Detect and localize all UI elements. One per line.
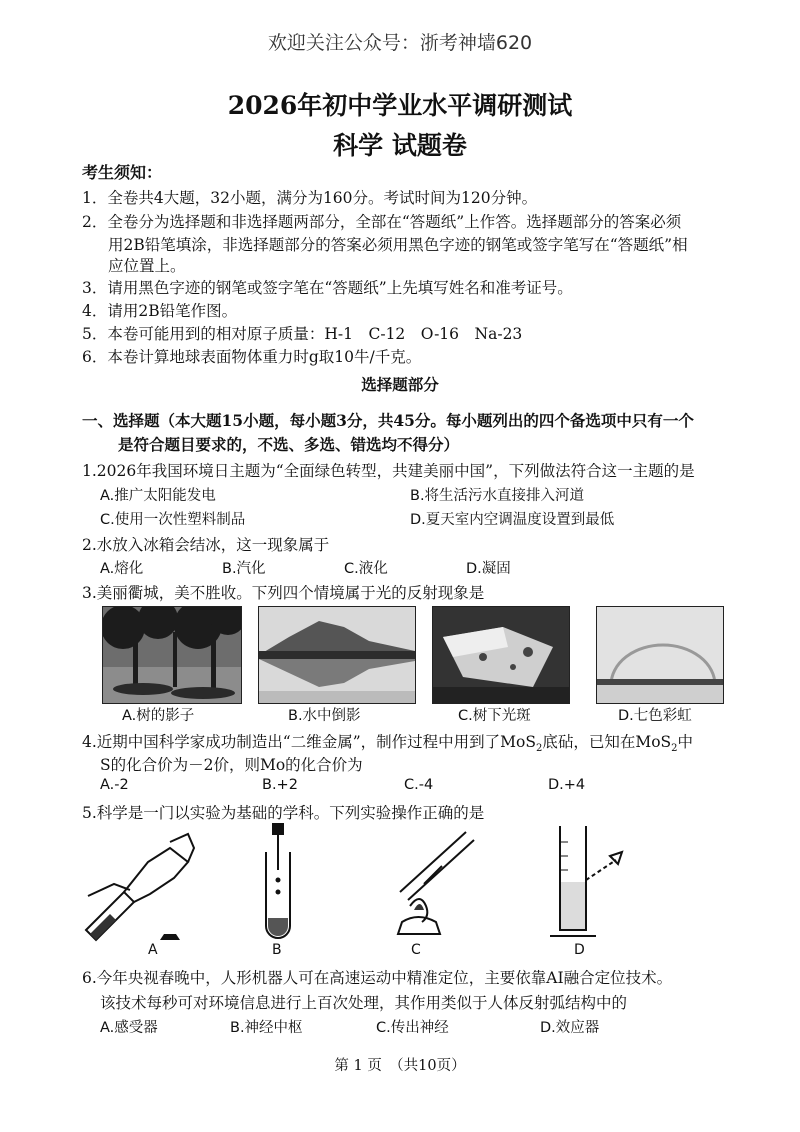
question-1-stem: 1.2026年我国环境日主题为“全面绿色转型，共建美丽中国”，下列做法符合这一主题的是	[82, 462, 695, 480]
notice-item-5: 5．本卷可能用到的相对原子质量：H-1 C-12 O-16 Na-23	[82, 325, 523, 343]
watermark-text: 欢迎关注公众号：浙考神墙620	[267, 32, 533, 54]
page-footer: 第 1 页 （共10页）	[334, 1058, 466, 1074]
q3-option-c: C.树下光斑	[458, 708, 531, 724]
q1-option-c: C.使用一次性塑料制品	[100, 512, 246, 528]
q4-option-b: B.+2	[262, 777, 298, 793]
notice-item-2: 2．全卷分为选择题和非选择题两部分，全部在“答题纸”上作答。选择题部分的答案必须	[82, 213, 682, 231]
notice-item-2-cont: 用2B铅笔填涂，非选择题部分的答案必须用黑色字迹的钢笔或签字笔写在“答题纸”相	[108, 236, 688, 254]
question-4-stem: 4.近期中国科学家成功制造出“二维金属”，制作过程中用到了MoS$_2$底砧，已知在MoS$_2$中	[82, 733, 694, 755]
notice-heading: 考生须知：	[82, 163, 163, 182]
q1-option-a: A.推广太阳能发电	[100, 488, 216, 504]
question-3-stem: 3.美丽衢城，美不胜收。下列四个情境属于光的反射现象是	[82, 584, 485, 602]
notice-item-3: 3．请用黑色字迹的钢笔或签字笔在“答题纸”上先填写姓名和准考证号。	[82, 279, 573, 297]
notice-item-6: 6．本卷计算地球表面物体重力时g取10牛/千克。	[82, 348, 422, 366]
part-heading-cont: 是符合题目要求的，不选、多选、错选均不得分）	[118, 435, 460, 454]
q6-option-d: D.效应器	[540, 1020, 600, 1036]
heating-test-tube-diagram	[380, 822, 480, 942]
q1-option-d: D.夏天室内空调温度设置到最低	[410, 512, 615, 528]
q4-option-c: C.-4	[404, 777, 434, 793]
q5-option-b: B	[272, 942, 282, 958]
light-spots-photo	[432, 606, 570, 704]
notice-item-4: 4．请用2B铅笔作图。	[82, 302, 238, 320]
q2-option-b: B.汽化	[222, 561, 266, 577]
q2-option-a: A.熔化	[100, 561, 144, 577]
exam-title: 2026年初中学业水平调研测试	[227, 91, 573, 120]
pouring-liquid-diagram	[78, 822, 198, 942]
q5-option-d: D	[574, 942, 585, 958]
q3-option-a: A.树的影子	[122, 708, 195, 724]
q3-option-b: B.水中倒影	[288, 708, 361, 724]
q6-option-a: A.感受器	[100, 1020, 158, 1036]
question-6-stem-cont: 该技术每秒可对环境信息进行上百次处理，其作用类似于人体反射弧结构中的	[100, 994, 628, 1012]
graduated-cylinder-diagram	[540, 822, 630, 942]
q4-option-a: A.-2	[100, 777, 129, 793]
q6-option-b: B.神经中枢	[230, 1020, 303, 1036]
q5-option-c: C	[411, 942, 421, 958]
q2-option-c: C.液化	[344, 561, 388, 577]
notice-item-2-cont: 应位置上。	[108, 257, 186, 275]
exam-subtitle: 科学 试题卷	[333, 131, 467, 160]
water-reflection-photo	[258, 606, 416, 704]
q6-option-c: C.传出神经	[376, 1020, 449, 1036]
notice-item-1: 1．全卷共4大题，32小题，满分为160分。考试时间为120分钟。	[82, 189, 538, 207]
rainbow-photo	[596, 606, 724, 704]
tree-shadow-photo	[102, 606, 242, 704]
section-title: 选择题部分	[361, 375, 439, 394]
q5-option-a: A	[148, 942, 158, 958]
q1-option-b: B.将生活污水直接排入河道	[410, 488, 585, 504]
q2-option-d: D.凝固	[466, 561, 511, 577]
q4-option-d: D.+4	[548, 777, 586, 793]
question-6-stem: 6.今年央视春晚中，人形机器人可在高速运动中精准定位，主要依靠AI融合定位技术。	[82, 969, 673, 987]
dropper-test-tube-diagram	[258, 822, 298, 942]
part-heading: 一、选择题（本大题15小题，每小题3分，共45分。每小题列出的四个备选项中只有一个	[82, 411, 694, 430]
question-4-stem-cont: S的化合价为－2价，则Mo的化合价为	[100, 756, 363, 774]
question-2-stem: 2.水放入冰箱会结冰，这一现象属于	[82, 536, 330, 554]
question-5-stem: 5.科学是一门以实验为基础的学科。下列实验操作正确的是	[82, 804, 485, 822]
q3-option-d: D.七色彩虹	[618, 708, 692, 724]
